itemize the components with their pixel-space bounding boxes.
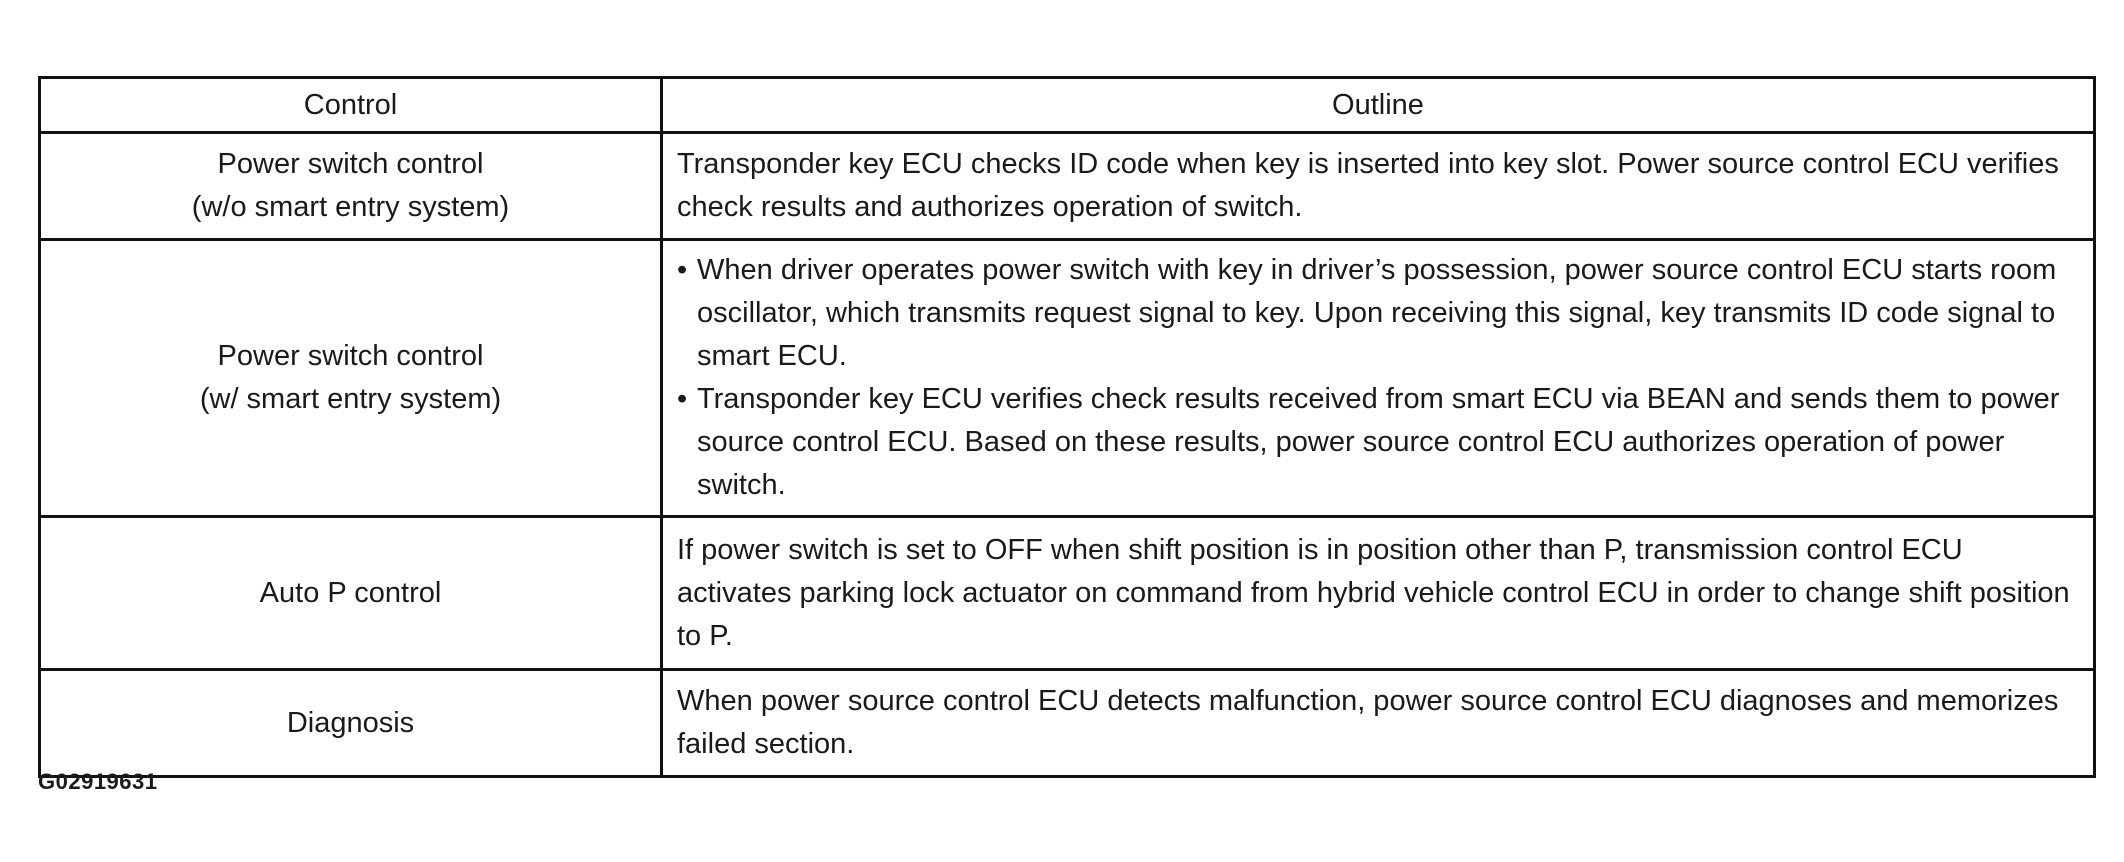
table-row [40,240,2095,517]
outline-cell: Transponder key ECU checks ID code when key is inserted into key slot. Power source control ECU verifies check results and authorizes operation of switch. [662,133,2095,240]
control-cell: Diagnosis [40,670,662,777]
table-header-row [40,78,2095,133]
table-row [40,517,2095,670]
control-outline-table [38,76,2096,778]
outline-cell: When power source control ECU detects malfunction, power source control ECU diagnoses and memorizes failed section. [662,670,2095,777]
control-cell: Power switch control (w/ smart entry system) [40,240,662,517]
outline-cell: If power switch is set to OFF when shift position is in position other than P, transmission control ECU activates parking lock actuator on command from hybrid vehicle control ECU in order to change shift position to P. [662,517,2095,670]
figure-id-label: G02919631 [38,769,158,794]
table-row [40,133,2095,240]
outline-cell [662,240,2095,517]
outline-bullet-item: • Transponder key ECU verifies check results received from smart ECU via BEAN and sends them to power source control ECU. Based on these results, power source control ECU authorizes operation of power switch. [677,378,2081,507]
header-outline: Outline [662,78,2095,133]
control-cell: Auto P control [40,517,662,670]
table-row [40,670,2095,777]
control-cell: Power switch control (w/o smart entry system) [40,133,662,240]
outline-bullet-list [677,249,2081,507]
outline-bullet-item: • When driver operates power switch with key in driver’s possession, power source control ECU starts room oscillator, which transmits request signal to key. Upon receiving this signal, key transmits ID code signal to smart ECU. [677,249,2081,378]
header-control: Control [40,78,662,133]
